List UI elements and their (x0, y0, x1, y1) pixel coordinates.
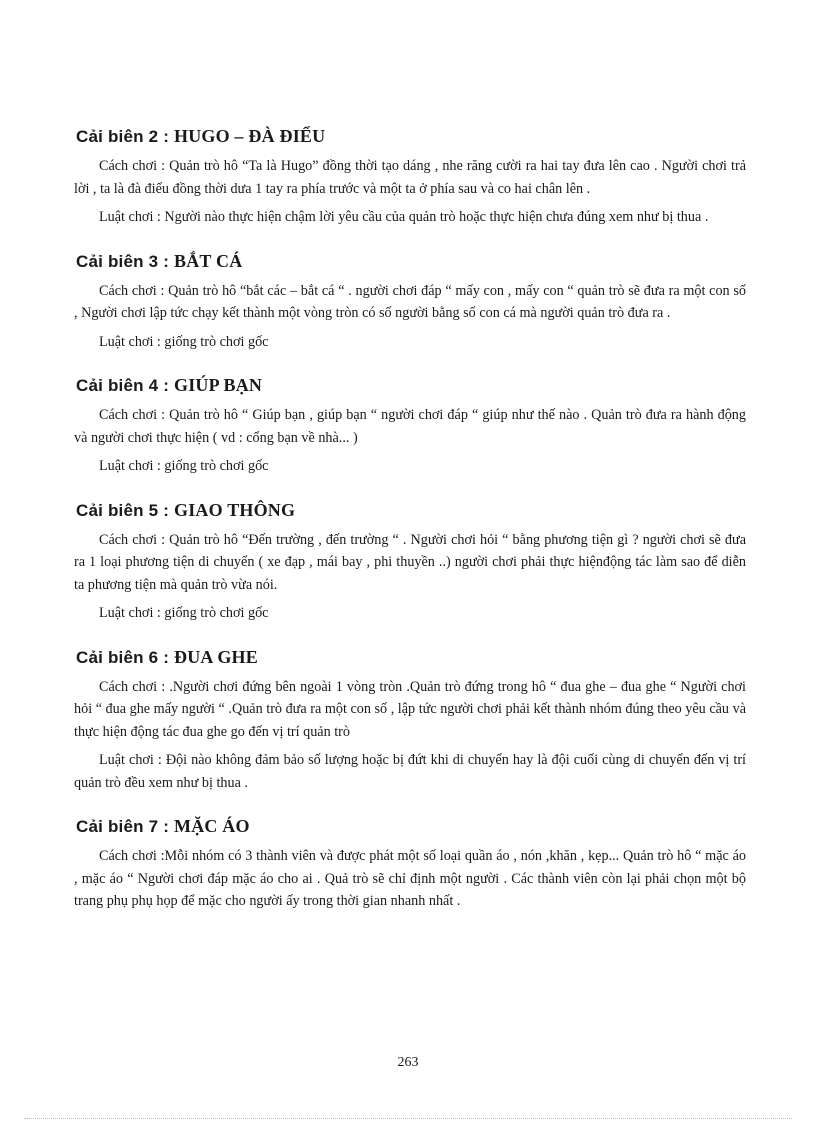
section-title: HUGO – ĐÀ ĐIỂU (174, 126, 326, 146)
section-heading (76, 124, 746, 149)
section-cai-bien-5 (74, 498, 746, 625)
rule-paragraph: Cách chơi : Quản trò hô “bắt các – bắt cá “ . người chơi đáp “ mấy con , mấy con “ quản trò sẽ đưa ra một con số , Người chơi lập tức chạy kết thành một vòng tròn có số người bằng số con cá mà người quản trò đưa ra . (74, 282, 746, 321)
rule-paragraph: Cách chơi : Quản trò hô “Ta là Hugo” đồng thời tạo dáng , nhe răng cười ra hai tay đưa lên cao . Người chơi trả lời , ta là đà điểu đồng thời dưa 1 tay ra phía trước và một ta ở phía sau và co hai chân lên . (74, 158, 746, 197)
section-heading (76, 814, 746, 839)
section-heading (76, 249, 746, 274)
section-prefix: Cải biên 5 : (76, 500, 175, 520)
rule-paragraph: Luật chơi : giống trò chơi gốc (99, 605, 269, 621)
section-prefix: Cải biên 2 : (76, 127, 175, 146)
page-content (74, 124, 746, 933)
section-title: ĐUA GHE (174, 646, 258, 667)
section-title: MẶC ÁO (174, 816, 250, 836)
section-title: GIÚP BẠN (174, 375, 263, 395)
rule-paragraph: Luật chơi : giống trò chơi gốc (99, 333, 269, 350)
rule-paragraph: Cách chơi : Quản trò hô “ Giúp bạn , giúp bạn “ người chơi đáp “ giúp như thế nào . Quản trò đưa ra hành động và người chơi thực hiện ( vd : cổng bạn về nhà... ) (74, 407, 746, 446)
section-heading (76, 645, 746, 670)
section-cai-bien-3 (74, 249, 746, 354)
section-prefix: Cải biên 3 : (76, 251, 175, 271)
rule-paragraph: Luật chơi : Người nào thực hiện chậm lời yêu cầu của quản trò hoặc thực hiện chưa đúng xem như bị thua . (99, 209, 709, 225)
bottom-divider (24, 1118, 792, 1119)
section-heading (76, 373, 746, 398)
page-number: 263 (397, 1055, 419, 1070)
rule-paragraph: Cách chơi : .Người chơi đứng bên ngoài 1 vòng tròn .Quản trò đứng trong hô “ đua ghe – đua ghe “ Người chơi hỏi “ đua ghe mấy người “ .Quản trò đưa ra một con số , lập tức người chơi phải kết thành nhóm đúng theo yêu cầu và thực hiện động tác đua ghe go đến vị trí quản trò (74, 678, 746, 740)
section-prefix: Cải biên 6 : (76, 647, 175, 667)
section-prefix: Cải biên 4 : (76, 376, 175, 395)
rule-paragraph: Luật chơi : Đội nào không đảm bảo số lượng hoặc bị đứt khi di chuyển hay là đội cuối cùng di chuyển đến vị trí quản trò đều xem như bị thua . (74, 752, 746, 791)
section-heading (76, 498, 746, 523)
section-title: GIAO THÔNG (174, 499, 296, 520)
rule-paragraph: Cách chơi : Quản trò hô “Đến trường , đến trường “ . Người chơi hỏi “ bằng phương tiện gì ? người chơi sẽ đưa ra 1 loại phương tiện di chuyển ( xe đạp , mái bay , phi thuyền ..) người chơi phải thực hiệnđộng tác làm sao để diễn ta phương tiện mà quản trò vừa nói. (74, 531, 746, 593)
section-cai-bien-6 (74, 645, 746, 795)
section-title: BẮT CÁ (174, 250, 243, 271)
rule-paragraph: Cách chơi :Mỗi nhóm có 3 thành viên và được phát một số loại quần áo , nón ,khăn , kẹp... Quản trò hô “ mặc áo , mặc áo “ Người chơi đáp mặc áo cho ai . Quả trò sẽ chỉ định một người . Các thành viên còn lại phải chọn một bộ trang phụ phụ họp để mặc cho người ấy trong thời gian nhanh nhất . (74, 848, 746, 909)
section-cai-bien-2 (74, 124, 746, 229)
section-prefix: Cải biên 7 : (76, 817, 175, 836)
rule-paragraph: Luật chơi : giống trò chơi gốc (99, 458, 269, 474)
section-cai-bien-7 (74, 814, 746, 913)
section-cai-bien-4 (74, 373, 746, 478)
